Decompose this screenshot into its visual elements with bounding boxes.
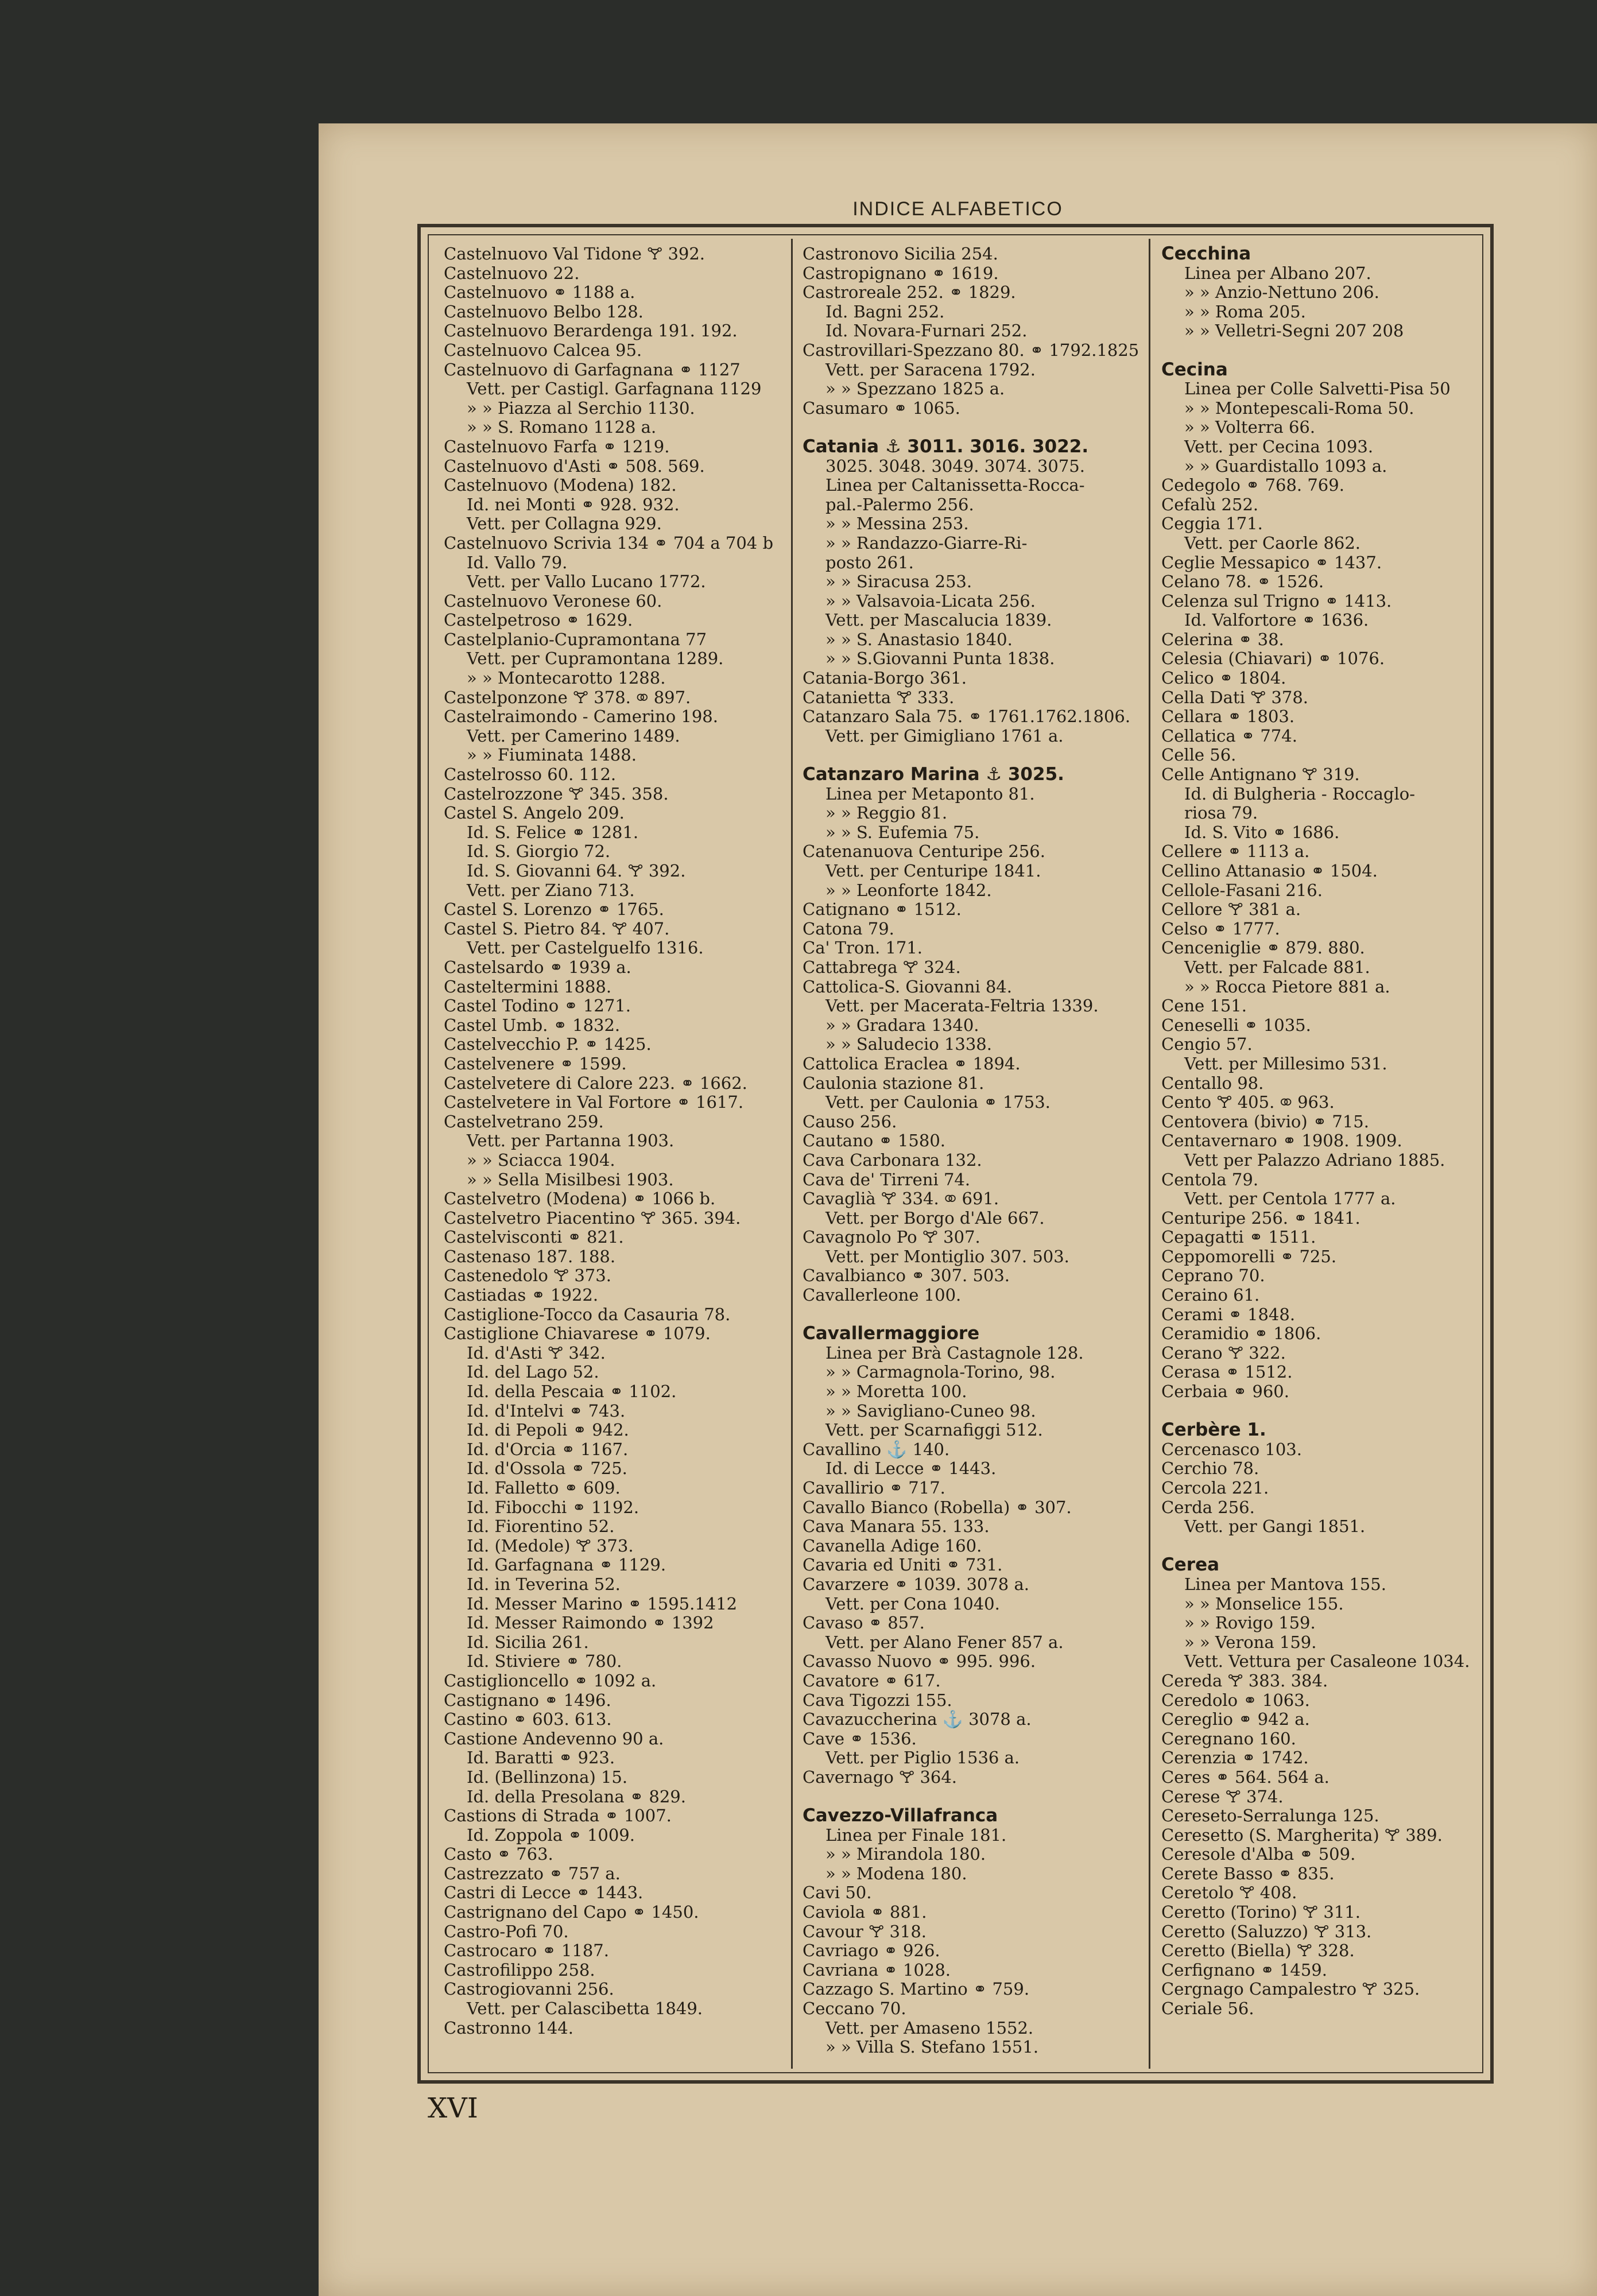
index-entry: Vett. per Borgo d'Ale 667. xyxy=(825,1208,1045,1228)
index-entry: Caviola ⚭ 881. xyxy=(803,1902,927,1922)
index-entry: Id. Falletto ⚭ 609. xyxy=(467,1478,621,1498)
index-entry: Vett. per Centuripe 1841. xyxy=(825,861,1041,881)
index-entry: Id. Bagni 252. xyxy=(825,301,945,321)
index-entry: Vett. per Castigl. Garfagnana 1129 xyxy=(467,379,762,399)
index-entry: Id. Fibocchi ⚭ 1192. xyxy=(467,1497,639,1517)
index-entry: Cavatore ⚭ 617. xyxy=(803,1670,941,1690)
index-entry: Castiglione-Tocco da Casauria 78. xyxy=(444,1304,731,1324)
index-entry: Vett. per Gangi 1851. xyxy=(1184,1517,1366,1537)
index-entry: Castrocaro ⚭ 1187. xyxy=(444,1941,609,1961)
index-entry: Cavaria ed Uniti ⚭ 731. xyxy=(803,1555,1003,1575)
index-entry: Caulonia stazione 81. xyxy=(803,1073,984,1093)
index-entry: Linea per Caltanissetta-Rocca- xyxy=(825,475,1085,495)
index-entry: Cellere ⚭ 1113 a. xyxy=(1161,841,1310,862)
index-frame xyxy=(417,224,1494,2084)
index-entry: Vett per Palazzo Adriano 1885. xyxy=(1184,1150,1445,1170)
index-entry: Vett. per Saracena 1792. xyxy=(825,359,1036,379)
index-entry: Cellino Attanasio ⚭ 1504. xyxy=(1161,861,1378,881)
index-entry: Cavriana ⚭ 1028. xyxy=(803,1960,951,1980)
index-entry: Cave ⚭ 1536. xyxy=(803,1728,917,1748)
index-entry: Castiglioncello ⚭ 1092 a. xyxy=(444,1670,657,1690)
index-entry: Id. d'Ossola ⚭ 725. xyxy=(467,1459,627,1479)
index-entry: Cavanella Adige 160. xyxy=(803,1535,982,1556)
index-entry: Ceresetto (S. Margherita) 🝖 389. xyxy=(1161,1825,1443,1845)
index-entry: Cercola 221. xyxy=(1161,1478,1269,1498)
index-entry: Vett. per Mascalucia 1839. xyxy=(825,610,1052,630)
index-entry: » » Mirandola 180. xyxy=(825,1844,986,1864)
index-entry: Vett. per Gimigliano 1761 a. xyxy=(825,726,1064,746)
index-entry: Castino ⚭ 603. 613. xyxy=(444,1709,612,1729)
index-entry: Cavezzo-Villafranca xyxy=(803,1805,998,1826)
index-entry: Castri di Lecce ⚭ 1443. xyxy=(444,1883,644,1903)
index-entry: Castropignano ⚭ 1619. xyxy=(803,263,999,283)
index-entry: Cerano 🝖 322. xyxy=(1161,1343,1286,1363)
index-entry: Celle 56. xyxy=(1161,745,1236,765)
index-entry: Vett. per Vallo Lucano 1772. xyxy=(467,572,706,592)
index-entry: Id. S. Giovanni 64. 🝖 392. xyxy=(467,861,686,881)
index-entry: Cavallermaggiore xyxy=(803,1323,980,1344)
index-entry: Id. Vallo 79. xyxy=(467,552,568,572)
index-entry: Catenanuova Centuripe 256. xyxy=(803,841,1045,862)
index-entry: Castelnuovo Berardenga 191. 192. xyxy=(444,321,738,341)
index-entry: Cavi 50. xyxy=(803,1883,872,1903)
index-entry: Castel Todino ⚭ 1271. xyxy=(444,996,631,1016)
index-entry: Catania ⚓ 3011. 3016. 3022. xyxy=(803,436,1089,457)
index-entry: Ceretto (Saluzzo) 🝖 313. xyxy=(1161,1921,1372,1941)
index-entry: Id. Zoppola ⚭ 1009. xyxy=(467,1825,635,1845)
index-entry: Castelvetrano 259. xyxy=(444,1111,604,1131)
index-entry: Cene 151. xyxy=(1161,996,1247,1016)
index-entry: » » Spezzano 1825 a. xyxy=(825,379,1005,399)
index-entry xyxy=(1161,341,1483,360)
index-entry: Cava Manara 55. 133. xyxy=(803,1517,990,1537)
index-entry: Castelrozzone 🝖 345. 358. xyxy=(444,784,669,804)
index-entry: 3025. 3048. 3049. 3074. 3075. xyxy=(825,456,1085,476)
index-entry: Ceneselli ⚭ 1035. xyxy=(1161,1015,1311,1035)
index-entry: » » Villa S. Stefano 1551. xyxy=(825,2037,1039,2057)
index-entry: Id. del Lago 52. xyxy=(467,1362,599,1382)
index-entry: Vett. per Caorle 862. xyxy=(1184,533,1361,553)
index-entry: » » S. Romano 1128 a. xyxy=(467,417,657,437)
index-entry: Castiadas ⚭ 1922. xyxy=(444,1285,599,1305)
index-entry: Ceraino 61. xyxy=(1161,1285,1260,1305)
index-entry: Cazzago S. Martino ⚭ 759. xyxy=(803,1979,1030,1999)
index-entry: Castenaso 187. 188. xyxy=(444,1246,616,1266)
index-entry: » » Velletri-Segni 207 208 xyxy=(1184,321,1404,341)
index-entry: Cavasso Nuovo ⚭ 995. 996. xyxy=(803,1651,1036,1671)
index-entry: Cavarzere ⚭ 1039. 3078 a. xyxy=(803,1574,1029,1594)
index-entry: Castro-Pofi 70. xyxy=(444,1921,569,1941)
index-entry: Vett. per Camerino 1489. xyxy=(467,726,680,746)
index-entry: Cento 🝖 405. ⚭ 963. xyxy=(1161,1092,1335,1112)
index-entry: Castrogiovanni 256. xyxy=(444,1979,614,1999)
index-entry: Castelvetro Piacentino 🝖 365. 394. xyxy=(444,1208,741,1228)
index-entry: Vett. per Montiglio 307. 503. xyxy=(825,1246,1069,1266)
index-entry: Id. Messer Marino ⚭ 1595.1412 xyxy=(467,1593,738,1614)
index-entry: Cattabrega 🝖 324. xyxy=(803,957,961,977)
index-entry: Vett. per Piglio 1536 a. xyxy=(825,1748,1020,1768)
index-entry: Vett. per Alano Fener 857 a. xyxy=(825,1632,1064,1652)
index-entry xyxy=(1161,1402,1483,1421)
index-entry: Castelnuovo (Modena) 182. xyxy=(444,475,677,495)
index-entry: Cecchina xyxy=(1161,245,1251,264)
index-entry: Vett. per Cupramontana 1289. xyxy=(467,649,724,669)
index-entry: Catanzaro Marina ⚓ 3025. xyxy=(803,764,1064,785)
index-entry: Celesia (Chiavari) ⚭ 1076. xyxy=(1161,649,1385,669)
index-entry: Cavallino ⚓ 140. xyxy=(803,1439,950,1459)
index-entry: Castelvetere di Calore 223. ⚭ 1662. xyxy=(444,1073,747,1093)
index-entry: Castrezzato ⚭ 757 a. xyxy=(444,1863,621,1883)
index-entry: Castel S. Lorenzo ⚭ 1765. xyxy=(444,899,664,920)
index-entry: Id. (Medole) 🝖 373. xyxy=(467,1535,634,1556)
index-entry: Centallo 98. xyxy=(1161,1073,1264,1093)
index-entry: Id. di Bulgheria - Roccaglo- xyxy=(1184,784,1416,804)
index-entry: Castions di Strada ⚭ 1007. xyxy=(444,1806,672,1826)
index-entry: Castelvenere ⚭ 1599. xyxy=(444,1053,627,1073)
index-entry: » » Messina 253. xyxy=(825,514,969,534)
index-entry: » » Sella Misilbesi 1903. xyxy=(467,1169,674,1189)
index-entry: » » S. Anastasio 1840. xyxy=(825,629,1013,649)
index-entry: Cavallirio ⚭ 717. xyxy=(803,1478,945,1498)
index-entry: Celico ⚭ 1804. xyxy=(1161,668,1286,688)
index-entry: Castelnuovo Belbo 128. xyxy=(444,301,644,321)
index-entry: Cerfignano ⚭ 1459. xyxy=(1161,1960,1327,1980)
index-column-2 xyxy=(803,245,1141,2069)
index-entry: Vett. per Castelguelfo 1316. xyxy=(467,938,704,958)
index-entry: Vett. per Ziano 713. xyxy=(467,880,635,900)
index-entry: » » Fiuminata 1488. xyxy=(467,745,637,765)
index-entry: » » Verona 159. xyxy=(1184,1632,1317,1652)
index-entry: Cavallo Bianco (Robella) ⚭ 307. xyxy=(803,1497,1072,1517)
index-entry: Castignano ⚭ 1496. xyxy=(444,1690,611,1710)
index-entry xyxy=(803,418,1141,437)
index-entry: Cavalbianco ⚭ 307. 503. xyxy=(803,1266,1010,1286)
index-entry: Cavaso ⚭ 857. xyxy=(803,1613,925,1633)
index-entry: » » Anzio-Nettuno 206. xyxy=(1184,282,1379,302)
index-entry: Vett. per Calascibetta 1849. xyxy=(467,1999,703,2019)
index-entry: Ceccano 70. xyxy=(803,1999,906,2019)
index-entry: Cavour 🝖 318. xyxy=(803,1921,927,1941)
index-entry: Cerami ⚭ 1848. xyxy=(1161,1304,1296,1324)
index-entry: Cerda 256. xyxy=(1161,1497,1255,1517)
index-entry: Id. (Bellinzona) 15. xyxy=(467,1767,628,1787)
index-entry: Castelvecchio P. ⚭ 1425. xyxy=(444,1034,652,1054)
index-entry: » » S. Eufemia 75. xyxy=(825,822,980,842)
index-entry: Castelnuovo ⚭ 1188 a. xyxy=(444,282,635,302)
index-entry: Cellara ⚭ 1803. xyxy=(1161,707,1295,727)
index-entry: Casto ⚭ 763. xyxy=(444,1844,553,1864)
index-entry: Cepagatti ⚭ 1511. xyxy=(1161,1227,1316,1247)
index-entry: Castel S. Pietro 84. 🝖 407. xyxy=(444,918,670,938)
index-entry: Id. Sicilia 261. xyxy=(467,1632,589,1652)
index-entry: Castelnuovo 22. xyxy=(444,263,580,283)
index-entry: Cavazuccherina ⚓ 3078 a. xyxy=(803,1709,1032,1729)
index-entry: Castrovillari-Spezzano 80. ⚭ 1792.1825 xyxy=(803,340,1139,360)
index-entry: Ceppomorelli ⚭ 725. xyxy=(1161,1246,1337,1266)
index-entry: » » Montepescali-Roma 50. xyxy=(1184,398,1414,418)
index-entry: Castronno 144. xyxy=(444,2018,573,2038)
index-entry: Id. Stiviere ⚭ 780. xyxy=(467,1651,622,1671)
index-entry: Id. S. Vito ⚭ 1686. xyxy=(1184,822,1340,842)
index-entry: Centovera (bivio) ⚭ 715. xyxy=(1161,1111,1369,1131)
index-entry: Castroreale 252. ⚭ 1829. xyxy=(803,282,1016,302)
index-entry: Castelnuovo Calcea 95. xyxy=(444,340,642,360)
index-entry: » » Modena 180. xyxy=(825,1863,967,1883)
index-entry: Castelnuovo Veronese 60. xyxy=(444,591,662,611)
index-entry: riosa 79. xyxy=(1184,803,1258,823)
index-entry: Vett. per Cona 1040. xyxy=(825,1593,1000,1614)
index-entry: Id. Messer Raimondo ⚭ 1392 xyxy=(467,1613,714,1633)
index-entry: Castelnuovo di Garfagnana ⚭ 1127 xyxy=(444,359,741,379)
index-entry: Vett. per Centola 1777 a. xyxy=(1184,1189,1396,1209)
index-entry: Id. di Pepoli ⚭ 942. xyxy=(467,1420,629,1440)
index-entry: Cerea xyxy=(1161,1554,1220,1576)
index-entry: Castelsardo ⚭ 1939 a. xyxy=(444,957,631,977)
index-entry: Cereglio ⚭ 942 a. xyxy=(1161,1709,1310,1729)
index-entry: Ceretto (Biella) 🝖 328. xyxy=(1161,1941,1355,1961)
index-entry: Cergnago Campalestro 🝖 325. xyxy=(1161,1979,1420,1999)
index-entry xyxy=(803,746,1141,765)
index-entry: Cavagnolo Po 🝖 307. xyxy=(803,1227,980,1247)
index-entry: Castelplanio-Cupramontana 77 xyxy=(444,629,707,649)
index-entry: Casteltermini 1888. xyxy=(444,976,612,996)
index-entry: Vett. per Falcade 881. xyxy=(1184,957,1370,977)
index-entry: Castelvetere in Val Fortore ⚭ 1617. xyxy=(444,1092,744,1112)
index-entry: Vett. per Caulonia ⚭ 1753. xyxy=(825,1092,1051,1112)
index-entry: Cecina xyxy=(1161,359,1228,380)
index-entry: » » Guardistallo 1093 a. xyxy=(1184,456,1387,476)
index-entry: Ceres ⚭ 564. 564 a. xyxy=(1161,1767,1329,1787)
index-column-1 xyxy=(444,245,782,2069)
index-entry: Cereda 🝖 383. 384. xyxy=(1161,1670,1328,1690)
index-entry: » » Siracusa 253. xyxy=(825,572,972,592)
index-entry: Castelraimondo - Camerino 198. xyxy=(444,707,718,727)
index-entry: » » Reggio 81. xyxy=(825,803,948,823)
index-entry: Ceriale 56. xyxy=(1161,1999,1254,2019)
index-entry: Cenceniglie ⚭ 879. 880. xyxy=(1161,938,1365,958)
index-entry: Ceglie Messapico ⚭ 1437. xyxy=(1161,552,1382,572)
index-entry: Castenedolo 🝖 373. xyxy=(444,1266,611,1286)
index-entry: Castelnuovo Val Tidone 🝖 392. xyxy=(444,245,706,263)
index-entry: Cerese 🝖 374. xyxy=(1161,1786,1284,1806)
index-entry: Cautano ⚭ 1580. xyxy=(803,1131,945,1151)
index-entry: Catanzaro Sala 75. ⚭ 1761.1762.1806. xyxy=(803,707,1131,727)
index-entry: » » Piazza al Serchio 1130. xyxy=(467,398,695,418)
index-entry: Ceregnano 160. xyxy=(1161,1728,1296,1748)
index-entry: Ceretto (Torino) 🝖 311. xyxy=(1161,1902,1360,1922)
index-entry: Cerbère 1. xyxy=(1161,1420,1266,1441)
index-entry: Celso ⚭ 1777. xyxy=(1161,918,1280,938)
index-entry: Ceresole d'Alba ⚭ 509. xyxy=(1161,1844,1356,1864)
index-entry: Ceggia 171. xyxy=(1161,514,1263,534)
index-entry: Cava de' Tirreni 74. xyxy=(803,1169,971,1189)
index-entry: Ceretolo 🝖 408. xyxy=(1161,1883,1297,1903)
index-entry: Linea per Finale 181. xyxy=(825,1825,1007,1845)
index-entry: Vett. per Scarnafiggi 512. xyxy=(825,1420,1043,1440)
index-entry: Id. Garfagnana ⚭ 1129. xyxy=(467,1555,666,1575)
index-entry: Linea per Metaponto 81. xyxy=(825,784,1035,804)
index-entry: Ceredolo ⚭ 1063. xyxy=(1161,1690,1310,1710)
index-entry: Linea per Albano 207. xyxy=(1184,263,1371,283)
index-entry: posto 261. xyxy=(825,552,914,572)
index-entry: Cavallerleone 100. xyxy=(803,1285,962,1305)
index-entry: Centola 79. xyxy=(1161,1169,1259,1189)
index-entry: Catanietta 🝖 333. xyxy=(803,687,955,707)
index-entry: Cellatica ⚭ 774. xyxy=(1161,726,1297,746)
index-entry: Castelvetro (Modena) ⚭ 1066 b. xyxy=(444,1189,716,1209)
index-entry: Castel Umb. ⚭ 1832. xyxy=(444,1015,621,1035)
index-entry: Id. di Lecce ⚭ 1443. xyxy=(825,1459,997,1479)
index-entry: Castrignano del Capo ⚭ 1450. xyxy=(444,1902,699,1922)
index-entry: » » Rovigo 159. xyxy=(1184,1613,1316,1633)
index-entry: Vett. Vettura per Casaleone 1034. xyxy=(1184,1651,1470,1671)
index-entry: Id. S. Felice ⚭ 1281. xyxy=(467,822,639,842)
index-entry: Cefalù 252. xyxy=(1161,494,1259,514)
index-entry: Ceramidio ⚭ 1806. xyxy=(1161,1324,1321,1344)
index-entry: Id. Baratti ⚭ 923. xyxy=(467,1748,615,1768)
index-entry: Cercenasco 103. xyxy=(1161,1439,1302,1459)
index-entry: Cavaglià 🝖 334. ⚭ 691. xyxy=(803,1189,999,1209)
page-number: XVI xyxy=(428,2092,478,2124)
index-entry: Castelrosso 60. 112. xyxy=(444,765,617,785)
index-entry: Causo 256. xyxy=(803,1111,897,1131)
index-entry: Linea per Brà Castagnole 128. xyxy=(825,1343,1084,1363)
index-entry: Cengio 57. xyxy=(1161,1034,1253,1054)
index-entry: Ca' Tron. 171. xyxy=(803,938,923,958)
column-divider xyxy=(791,239,793,2069)
index-entry: Id. S. Giorgio 72. xyxy=(467,841,611,862)
index-entry: Catona 79. xyxy=(803,918,894,938)
index-entry: Castelpetroso ⚭ 1629. xyxy=(444,610,633,630)
index-entry: Centavernaro ⚭ 1908. 1909. xyxy=(1161,1131,1402,1151)
column-divider xyxy=(1149,239,1150,2069)
index-entry: Vett. per Partanna 1903. xyxy=(467,1131,675,1151)
index-entry: Vett. per Macerata-Feltria 1339. xyxy=(825,996,1099,1016)
index-entry: Cerenzia ⚭ 1742. xyxy=(1161,1748,1309,1768)
index-entry: » » Saludecio 1338. xyxy=(825,1034,992,1054)
index-entry: Cellore 🝖 381 a. xyxy=(1161,899,1301,920)
index-entry xyxy=(803,1787,1141,1807)
index-column-3 xyxy=(1161,245,1483,2069)
index-entry: Cella Dati 🝖 378. xyxy=(1161,687,1309,707)
index-entry: » » Gradara 1340. xyxy=(825,1015,979,1035)
index-entry: Celerina ⚭ 38. xyxy=(1161,629,1284,649)
index-entry: Id. Novara-Furnari 252. xyxy=(825,321,1028,341)
index-entry: Id. in Teverina 52. xyxy=(467,1574,621,1594)
index-entry: Castelnuovo Farfa ⚭ 1219. xyxy=(444,436,670,456)
index-entry: » » Rocca Pietore 881 a. xyxy=(1184,976,1390,996)
index-entry: Celle Antignano 🝖 319. xyxy=(1161,765,1360,785)
index-entry xyxy=(1161,1537,1483,1556)
index-entry: » » Leonforte 1842. xyxy=(825,880,992,900)
book-page xyxy=(319,123,1597,2296)
index-entry: Celano 78. ⚭ 1526. xyxy=(1161,572,1324,592)
index-entry: Ceprano 70. xyxy=(1161,1266,1265,1286)
index-entry: Casumaro ⚭ 1065. xyxy=(803,398,960,418)
index-entry: Vett. per Amaseno 1552. xyxy=(825,2018,1034,2038)
index-entry: Castel S. Angelo 209. xyxy=(444,803,625,823)
index-entry: Id. d'Intelvi ⚭ 743. xyxy=(467,1401,626,1421)
index-entry: Id. Valfortore ⚭ 1636. xyxy=(1184,610,1369,630)
index-entry: Cava Tigozzi 155. xyxy=(803,1690,952,1710)
index-entry: Castelnuovo Scrivia 134 ⚭ 704 a 704 b xyxy=(444,533,774,553)
index-entry: Linea per Colle Salvetti-Pisa 50 xyxy=(1184,379,1451,399)
index-entry: Vett. per Cecina 1093. xyxy=(1184,436,1374,456)
index-entry: Id. d'Orcia ⚭ 1167. xyxy=(467,1439,629,1459)
index-entry: » » Randazzo-Giarre-Ri- xyxy=(825,533,1028,553)
index-entry: » » Savigliano-Cuneo 98. xyxy=(825,1401,1036,1421)
index-entry: » » Sciacca 1904. xyxy=(467,1150,615,1170)
index-entry: Id. della Presolana ⚭ 829. xyxy=(467,1786,686,1806)
index-entry: Cerete Basso ⚭ 835. xyxy=(1161,1863,1335,1883)
index-entry: » » Moretta 100. xyxy=(825,1382,967,1402)
index-entry: Cerasa ⚭ 1512. xyxy=(1161,1362,1293,1382)
index-entry: Cedegolo ⚭ 768. 769. xyxy=(1161,475,1344,495)
index-entry: Linea per Mantova 155. xyxy=(1184,1574,1386,1594)
index-entry: Cattolica-S. Giovanni 84. xyxy=(803,976,1012,996)
index-entry: Id. nei Monti ⚭ 928. 932. xyxy=(467,494,680,514)
index-entry xyxy=(803,1305,1141,1325)
index-entry: Celenza sul Trigno ⚭ 1413. xyxy=(1161,591,1392,611)
index-entry: Castione Andevenno 90 a. xyxy=(444,1728,664,1748)
index-entry: Castrofilippo 258. xyxy=(444,1960,595,1980)
index-entry: » » Valsavoia-Licata 256. xyxy=(825,591,1036,611)
index-entry: Cava Carbonara 132. xyxy=(803,1150,982,1170)
index-entry: pal.-Palermo 256. xyxy=(825,494,974,514)
index-entry: Centuripe 256. ⚭ 1841. xyxy=(1161,1208,1360,1228)
index-entry: Catignano ⚭ 1512. xyxy=(803,899,962,920)
index-entry: Cattolica Eraclea ⚭ 1894. xyxy=(803,1053,1021,1073)
index-entry: Castelvisconti ⚭ 821. xyxy=(444,1227,624,1247)
index-entry: Vett. per Collagna 929. xyxy=(467,514,662,534)
index-entry: Castelponzone 🝖 378. ⚭ 897. xyxy=(444,687,691,707)
index-entry: Id. Fiorentino 52. xyxy=(467,1517,615,1537)
index-entry: Castronovo Sicilia 254. xyxy=(803,245,998,263)
index-entry: Catania-Borgo 361. xyxy=(803,668,967,688)
index-entry: Cerbaia ⚭ 960. xyxy=(1161,1382,1289,1402)
index-entry: Cellole-Fasani 216. xyxy=(1161,880,1323,900)
index-entry: Cavernago 🝖 364. xyxy=(803,1767,958,1787)
index-entry: Cereseto-Serralunga 125. xyxy=(1161,1806,1379,1826)
index-entry: Castiglione Chiavarese ⚭ 1079. xyxy=(444,1324,711,1344)
index-entry: Cerchio 78. xyxy=(1161,1459,1259,1479)
index-entry: Castelnuovo d'Asti ⚭ 508. 569. xyxy=(444,456,705,476)
index-entry: » » Carmagnola-Torino, 98. xyxy=(825,1362,1056,1382)
index-entry: » » S.Giovanni Punta 1838. xyxy=(825,649,1055,669)
index-entry: » » Monselice 155. xyxy=(1184,1593,1344,1614)
index-entry: Id. della Pescaia ⚭ 1102. xyxy=(467,1382,677,1402)
index-entry: Cavriago ⚭ 926. xyxy=(803,1941,940,1961)
index-entry: Vett. per Millesimo 531. xyxy=(1184,1053,1387,1073)
index-entry: » » Volterra 66. xyxy=(1184,417,1316,437)
index-entry: » » Roma 205. xyxy=(1184,301,1306,321)
index-entry: » » Montecarotto 1288. xyxy=(467,668,666,688)
index-entry: Id. d'Asti 🝖 342. xyxy=(467,1343,606,1363)
page-header: INDICE ALFABETICO xyxy=(852,198,1063,220)
